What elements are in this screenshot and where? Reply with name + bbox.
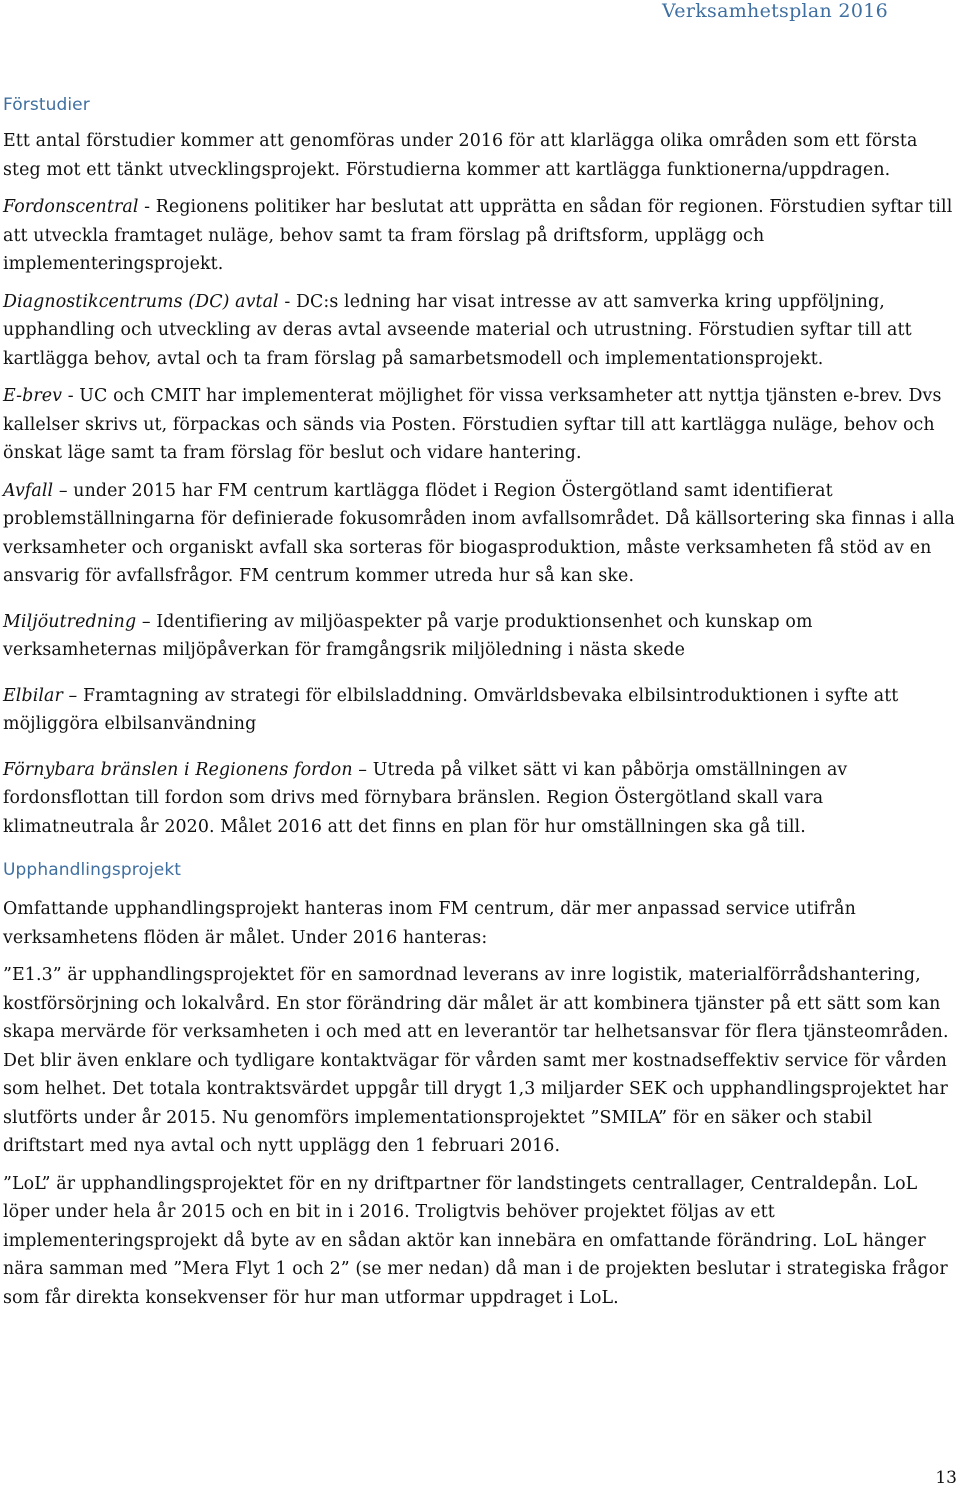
upphandling-intro: Omfattande upphandlingsprojekt hanteras inom FM centrum, där mer anpassad service utifrån verksamhetens flöden är målet. Under 2016 hanteras: bbox=[3, 899, 856, 948]
page-number: 13 bbox=[935, 1468, 957, 1488]
upphandling-lol: ”LoL” är upphandlingsprojektet för en ny driftpartner för landstingets centrallager, Centraldepån. LoL löper under hela år 2015 och en bit in i 2016. Troligtvis behöver projektet följas av ett implementeringsprojekt då byte av en sådan aktör kan innebära en omfattande förändring. LoL hänger nära samman med ”Mera Flyt 1 och 2” (se mer nedan) då man i de projekten beslutar i strategiska frågor som får direkta konsekvenser för hur man utformar uppdraget i LoL. bbox=[3, 1173, 948, 1308]
running-header: Verksamhetsplan 2016 bbox=[662, 0, 888, 22]
item-elbilar: Elbilar – Framtagning av strategi för elbilsladdning. Omvärldsbevaka elbilsintroduktionen i syfte att möjliggöra elbilsanvändning bbox=[3, 685, 899, 734]
item-text: under 2015 har FM centrum kartlägga flödet i Region Östergötland samt identifierat problemställningarna för definierade fokusområden inom avfallsområdet. Då källsortering ska finnas i alla verksamheter och organiskt avfall ska sorteras för biogasproduktion, måste verksamheten få stöd av en ansvarig för avfallsfrågor. FM centrum kommer utreda hur så kan ske. bbox=[3, 480, 955, 586]
item-text: Framtagning av strategi för elbilsladdning. Omvärldsbevaka elbilsintroduktionen i syfte att möjliggöra elbilsanvändning bbox=[3, 685, 899, 734]
item-term: Miljöutredning bbox=[3, 611, 137, 632]
document-body bbox=[3, 93, 955, 1312]
item-diagnostikcentrum: Diagnostikcentrums (DC) avtal - DC:s ledning har visat intresse av att samverka kring uppföljning, upphandling och utveckling av deras avtal avseende material och utrustning. Förstudien syftar till att kartlägga behov, avtal och ta fram förslag på samarbetsmodell och implementationsprojekt. bbox=[3, 291, 912, 369]
intro-paragraph: Ett antal förstudier kommer att genomföras under 2016 för att klarlägga olika områden som ett första steg mot ett tänkt utvecklingsprojekt. Förstudierna kommer att kartlägga funktionerna/uppdragen. bbox=[3, 131, 918, 180]
item-fordonscentral: Fordonscentral - Regionens politiker har beslutat att upprätta en sådan för regionen. Förstudien syftar till att utveckla framtaget nuläge, behov samt ta fram förslag på driftsform, upplägg och implementeringsprojekt. bbox=[3, 197, 953, 274]
section-heading-forstudier: Förstudier bbox=[3, 95, 90, 115]
item-text: Utreda på vilket sätt vi kan påbörja omställningen av fordonsflottan till fordon som drivs med förnybara bränslen. Region Östergötland skall vara klimatneutrala år 2020. Målet 2016 att det finns en plan för hur omställningen ska gå till. bbox=[3, 759, 848, 837]
item-term: Avfall bbox=[3, 480, 54, 501]
item-term: Diagnostikcentrums (DC) avtal bbox=[3, 291, 279, 312]
item-term: Förnybara bränslen i Regionens fordon bbox=[3, 759, 353, 780]
item-text: UC och CMIT har implementerat möjlighet för vissa verksamheter att nyttja tjänsten e-brev. Dvs kallelser skrivs ut, förpackas och sänds via Posten. Förstudien syftar till att kartlägga nuläge, behov och önskat läge samt ta fram förslag för beslut och vidare hantering. bbox=[3, 386, 942, 463]
upphandling-e13: ”E1.3” är upphandlingsprojektet för en samordnad leverans av inre logistik, materialförrådshantering, kostförsörjning och lokalvård. En stor förändring där målet är att kombinera tjänster på ett sätt som kan skapa mervärde för verksamheten i och med att en leverantör tar helhetsansvar för flera tjänsteområden. Det blir även enklare och tydligare kontaktvägar för vården samt mer kostnadseffektiv service för vården som helhet. Det totala kontraktsvärdet uppgår till drygt 1,3 miljarder SEK och upphandlingsprojektet har slutförts under år 2015. Nu genomförs implementationsprojektet ”SMILA” för en säker och stabil driftstart med nya avtal och nytt upplägg den 1 februari 2016. bbox=[3, 965, 949, 1156]
item-miljoutredning: Miljöutredning – Identifiering av miljöaspekter på varje produktionsenhet och kunskap om verksamheternas miljöpåverkan för framgångsrik miljöledning i nästa skede bbox=[3, 611, 813, 660]
item-text: Regionens politiker har beslutat att upprätta en sådan för regionen. Förstudien syftar till att utveckla framtaget nuläge, behov samt ta fram förslag på driftsform, upplägg och implementeringsprojekt. bbox=[3, 197, 953, 274]
item-fornybara-branslen: Förnybara bränslen i Regionens fordon – Utreda på vilket sätt vi kan påbörja omställningen av fordonsflottan till fordon som drivs med förnybara bränslen. Region Östergötland skall vara klimatneutrala år 2020. Målet 2016 att det finns en plan för hur omställningen ska gå till. bbox=[3, 759, 848, 837]
item-term: E-brev bbox=[3, 386, 63, 406]
item-e-brev: E-brev - UC och CMIT har implementerat möjlighet för vissa verksamheter att nyttja tjänsten e-brev. Dvs kallelser skrivs ut, förpackas och sänds via Posten. Förstudien syftar till att kartlägga nuläge, behov och önskat läge samt ta fram förslag för beslut och vidare hantering. bbox=[3, 386, 942, 463]
item-text: DC:s ledning har visat intresse av att samverka kring uppföljning, upphandling och utveckling av deras avtal avseende material och utrustning. Förstudien syftar till att kartlägga behov, avtal och ta fram förslag på samarbetsmodell och implementationsprojekt. bbox=[3, 291, 912, 369]
item-term: Elbilar bbox=[3, 685, 63, 706]
item-term: Fordonscentral bbox=[3, 197, 139, 217]
item-avfall: Avfall – under 2015 har FM centrum kartlägga flödet i Region Östergötland samt identifierat problemställningarna för definierade fokusområden inom avfallsområdet. Då källsortering ska finnas i alla verksamheter och organiskt avfall ska sorteras för biogasproduktion, måste verksamheten få stöd av en ansvarig för avfallsfrågor. FM centrum kommer utreda hur så kan ske. bbox=[3, 480, 955, 586]
section-heading-upphandlingsprojekt: Upphandlingsprojekt bbox=[3, 860, 182, 880]
item-text: Identifiering av miljöaspekter på varje produktionsenhet och kunskap om verksamheternas miljöpåverkan för framgångsrik miljöledning i nästa skede bbox=[3, 611, 813, 660]
